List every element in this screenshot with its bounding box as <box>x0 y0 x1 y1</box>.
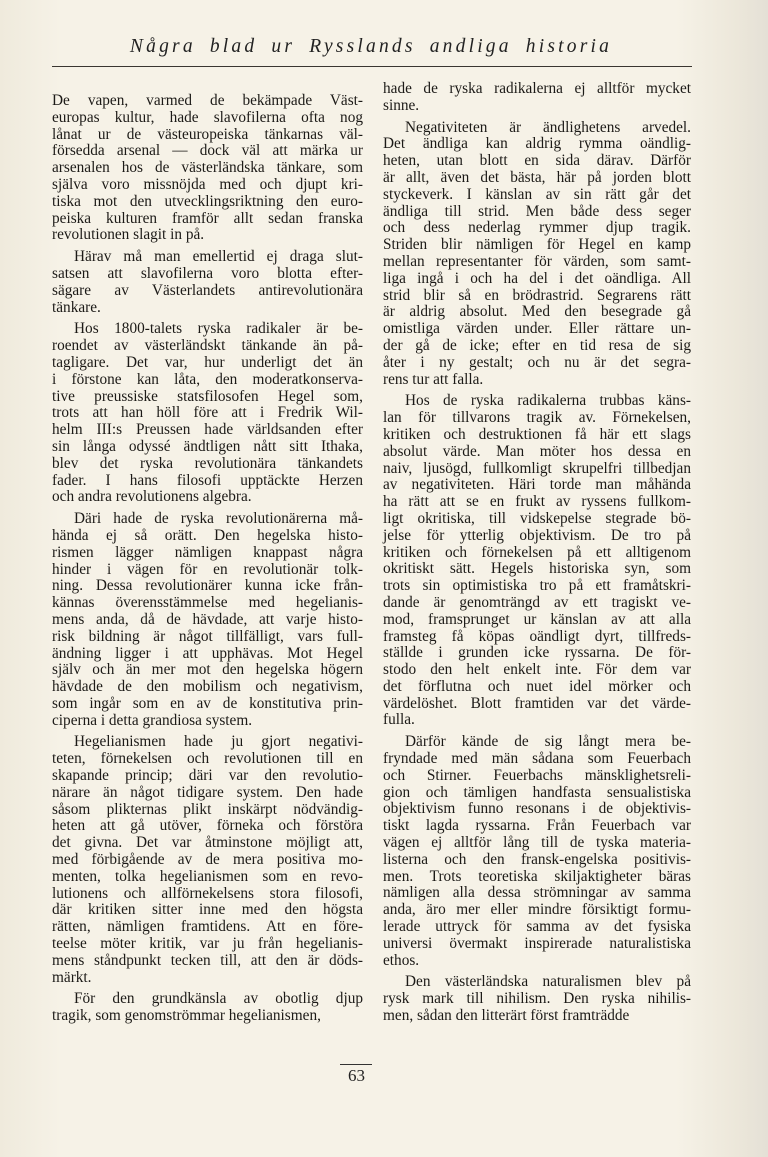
text-line: kritiken och förnekelsen på ett alltigenom <box>383 543 691 561</box>
text-line: menten, tolka hegelianismen som en revo- <box>52 867 363 885</box>
page-number-rule <box>340 1064 372 1065</box>
text-line: revolutionen slagit in på. <box>52 226 205 244</box>
text-line: Det ändliga kan aldrig rymma oändlig- <box>383 135 691 153</box>
text-line: försedda arsenal — dock väl att märka ur <box>52 142 363 160</box>
text-line: i förstone kan låta, den moderatkonserva- <box>52 370 363 388</box>
paragraph <box>52 991 363 1025</box>
text-line: teelse möter kritik, var ju från hegelianis- <box>52 935 363 953</box>
text-line: lerade uttryck för samma av det fysiska <box>383 918 691 936</box>
text-line: rismen lägger nämligen knappast några <box>52 543 363 561</box>
text-line: hade de ryska radikalerna ej alltför mycket <box>383 80 691 97</box>
text-line: fader. I hans filosofi upptäckte Herzen <box>52 471 363 489</box>
text-line: Därför kände de sig långt mera be- <box>405 733 691 751</box>
text-line: Hos 1800-talets ryska radikaler är be- <box>74 320 363 338</box>
text-line: ändning ligger i att upphävas. Mot Hegel <box>52 644 363 662</box>
text-line: av negativiteten. Häri torde man måhända <box>383 476 691 494</box>
paragraph <box>52 734 363 986</box>
text-line: hända ej så orätt. Den hegelska histo- <box>52 526 363 544</box>
text-line: liga ingå i och ha del i det oändliga. All <box>383 269 691 287</box>
text-line: Däri hade de ryska revolutionärerna må- <box>74 510 363 528</box>
paragraph <box>383 120 691 389</box>
page-number: 63 <box>348 1066 365 1085</box>
text-line: helm III:s Preussen hade världsanden efter <box>52 421 363 439</box>
text-line: mens anda, då de hävdade, att varje histo- <box>52 610 363 628</box>
text-line: okritiskt sätt. Hegels historiska syn, som <box>383 560 691 578</box>
text-line: Hos de ryska radikalerna trubbas käns- <box>405 392 691 410</box>
text-line: kritiken och destruktionen få här ett slags <box>383 425 691 443</box>
text-line: ha rätt att se en frukt av ryssens fullkom- <box>383 493 691 511</box>
text-line: och Stirner. Feuerbachs mänsklighetsreli- <box>383 766 691 784</box>
text-line: hinder i vägen för en revolutionär tolk- <box>52 560 363 578</box>
text-line: fulla. <box>383 711 415 729</box>
text-line: trots att han höll före att i Fredrik Wil- <box>52 404 363 422</box>
text-line: lan för tillvarons tragik av. Förnekelsen, <box>383 409 691 427</box>
text-line: tänkare. <box>52 298 101 316</box>
text-line: är allt, även det bästa, här på jorden blott <box>383 168 691 186</box>
text-line: såsom plikternas plikt inskärpt nödvändig- <box>52 800 363 818</box>
text-line: framsteg få köpas oändligt dyrt, tillfreds- <box>383 627 691 645</box>
text-line: rens tur att falla. <box>383 370 484 388</box>
text-line: styckeverk. I känslan av sin rätt går det <box>383 185 691 203</box>
text-line: dande är genomträngd av ett tragiskt ve- <box>383 593 691 611</box>
left-column <box>52 93 363 1025</box>
text-line: jelse för ytterlig objektivism. De tro på <box>383 526 691 544</box>
text-line: ning. Dessa revolutionärer kunna icke från- <box>52 577 363 595</box>
text-line: der gå de icke; efter en tid resa de sig <box>383 336 691 354</box>
text-line: märkt. <box>52 968 92 986</box>
text-line: sägare av Västerlandets antirevolutionära <box>52 281 363 299</box>
text-line: europas kultur, hade slavofilerna ofta nog <box>52 108 363 126</box>
text-line: och andra revolutionens algebra. <box>52 488 252 506</box>
text-line: hävdade de den mobilism och negativism, <box>52 678 363 696</box>
right-column <box>383 81 691 1025</box>
paragraph <box>383 734 691 969</box>
text-line: kännas överensstämmelse med hegelianis- <box>52 594 363 612</box>
text-line: listerna och den fransk-engelska positivis- <box>383 850 691 868</box>
text-line: vägen ej alltför lång till de tyska materia- <box>383 834 691 852</box>
text-line: ställde i grunden icke ryssarna. De för- <box>383 644 691 662</box>
text-line: absolut värde. Man möter hos dessa en <box>383 442 691 460</box>
text-line: universi övermakt inspirerade naturalistiska <box>383 934 691 952</box>
text-line: är aldrig absolut. Med den besegrade gå <box>383 303 691 321</box>
text-line: De vapen, varmed de bekämpade Väst- <box>52 92 363 109</box>
paragraph <box>52 93 363 244</box>
text-line: risk bildning är något tillfälligt, vars full- <box>52 627 363 645</box>
text-line: gion och tämligen handfasta sensualistiska <box>383 783 691 801</box>
header-rule <box>52 66 692 67</box>
text-line: värdelöshet. Blott framtiden var det värde- <box>383 694 691 712</box>
paragraph <box>383 393 691 729</box>
text-line: och dess nederlag rymmer djup tragik. <box>383 219 691 237</box>
text-line: mod, framsprunget ur känslan av att alla <box>383 610 691 628</box>
text-line: ligt okritiska, till vidskepelse stegrade bö- <box>383 509 691 527</box>
text-line: skapande princip; däri var den revolutio- <box>52 767 363 785</box>
text-line: rätten, nämligen framtidens. Att en före- <box>52 918 363 936</box>
text-line: tragik, som genomströmmar hegelianismen, <box>52 1007 321 1025</box>
text-line: Härav må man emellertid ej draga slut- <box>74 248 363 266</box>
text-line: satsen att slavofilerna voro blotta efter- <box>52 264 363 282</box>
text-line: som ingår som en av de konstitutiva prin- <box>52 694 363 712</box>
text-line: Den västerländska naturalismen blev på <box>405 973 691 991</box>
text-line: trots sin optimistiska tro på ett framåtskri- <box>383 577 691 595</box>
text-line: ciperna i detta grandiosa system. <box>52 711 253 729</box>
text-line: det förflutna och nuet idel mörker och <box>383 677 691 695</box>
text-line: omistliga värden under. Eller rättare un- <box>383 320 691 338</box>
text-line: tagligare. Det var, hur underligt det än <box>52 353 363 371</box>
text-line: Hegelianismen hade ju gjort negativi- <box>74 733 363 751</box>
text-line: stodo den helt enkelt inte. För dem var <box>383 661 691 679</box>
text-line: där kritiken sitter inne med den högsta <box>52 901 363 919</box>
text-line: lutionens och allförnekelsens stora filosofi, <box>52 884 363 902</box>
text-line: blev det ryska revolutionära tänkandets <box>52 454 363 472</box>
text-line: För den grundkänsla av obotlig djup <box>74 990 363 1008</box>
text-line: mellan representanter för värden, som samt- <box>383 252 691 270</box>
text-line: naiv, ljusögd, fullkomligt skrupelfri tillbedjan <box>383 459 691 477</box>
text-line: heten att gå utöver, förneka och förstöra <box>52 817 363 835</box>
text-line: själv och än mer mot den hegelska högern <box>52 661 363 679</box>
text-line: teten, förnekelsen och revolutionen till en <box>52 750 363 768</box>
text-line: sinne. <box>383 96 420 114</box>
paragraph <box>52 511 363 729</box>
text-line: själva voro missnöjda med och djupt kri- <box>52 175 363 193</box>
text-line: Negativiteten är ändlighetens arvedel. <box>405 118 691 136</box>
paragraph <box>52 321 363 506</box>
text-line: roendet av västerländskt tänkande än på- <box>52 337 363 355</box>
text-line: med förbigående av de mera positiva mo- <box>52 851 363 869</box>
text-line: det givna. Det var åtminstone möjligt att, <box>52 834 363 852</box>
text-line: rysk mark till nihilism. Den ryska nihilis- <box>383 990 691 1008</box>
paragraph <box>383 974 691 1024</box>
text-line: heten, utan blott en sida därav. Därför <box>383 152 691 170</box>
text-line: ethos. <box>383 951 420 969</box>
text-line: men. Trots teoretiska skiljaktigheter bäras <box>383 867 691 885</box>
text-line: tiskt lagda ryssarna. Från Feuerbach var <box>383 817 691 835</box>
text-line: tive preussiske statsfilosofen Hegel som, <box>52 387 363 405</box>
text-line: nämligen alla dessa strömningar av samma <box>383 884 691 902</box>
text-line: ändliga till strid. Men både dess seger <box>383 202 691 220</box>
text-line: fryndade med män sådana som Feuerbach <box>383 750 691 768</box>
text-line: objektivism funno resonans i de objektivis- <box>383 800 691 818</box>
text-line: åter i ny gestalt; och nu är det segra- <box>383 353 691 371</box>
text-line: tiska mot den utvecklingsriktning den euro- <box>52 192 363 210</box>
paragraph <box>52 249 363 316</box>
text-line: arsenalen hos de västerländska tänkare, som <box>52 159 363 177</box>
text-line: strid blir så en brödrastrid. Segrarens rätt <box>383 286 691 304</box>
text-line: mens ståndpunkt tecken till, att den är döds- <box>52 951 363 969</box>
running-header: Några blad ur Rysslands andliga historia <box>129 36 613 57</box>
text-line: anda, äro mer eller mindre försiktigt formu- <box>383 901 691 919</box>
text-line: men, sådan den litterärt först framträdde <box>383 1007 630 1025</box>
paragraph <box>383 81 691 115</box>
text-line: lånat ur de västeuropeiska tänkarnas väl- <box>52 125 363 143</box>
text-line: Striden blir nämligen för Hegel en kamp <box>383 236 691 254</box>
text-line: närare än något tidigare system. Den hade <box>52 783 363 801</box>
text-line: sin långa odyssé ändtligen nått sitt Ithaka, <box>52 437 363 455</box>
text-line: peiska kulturen framför allt sedan franska <box>52 209 363 227</box>
